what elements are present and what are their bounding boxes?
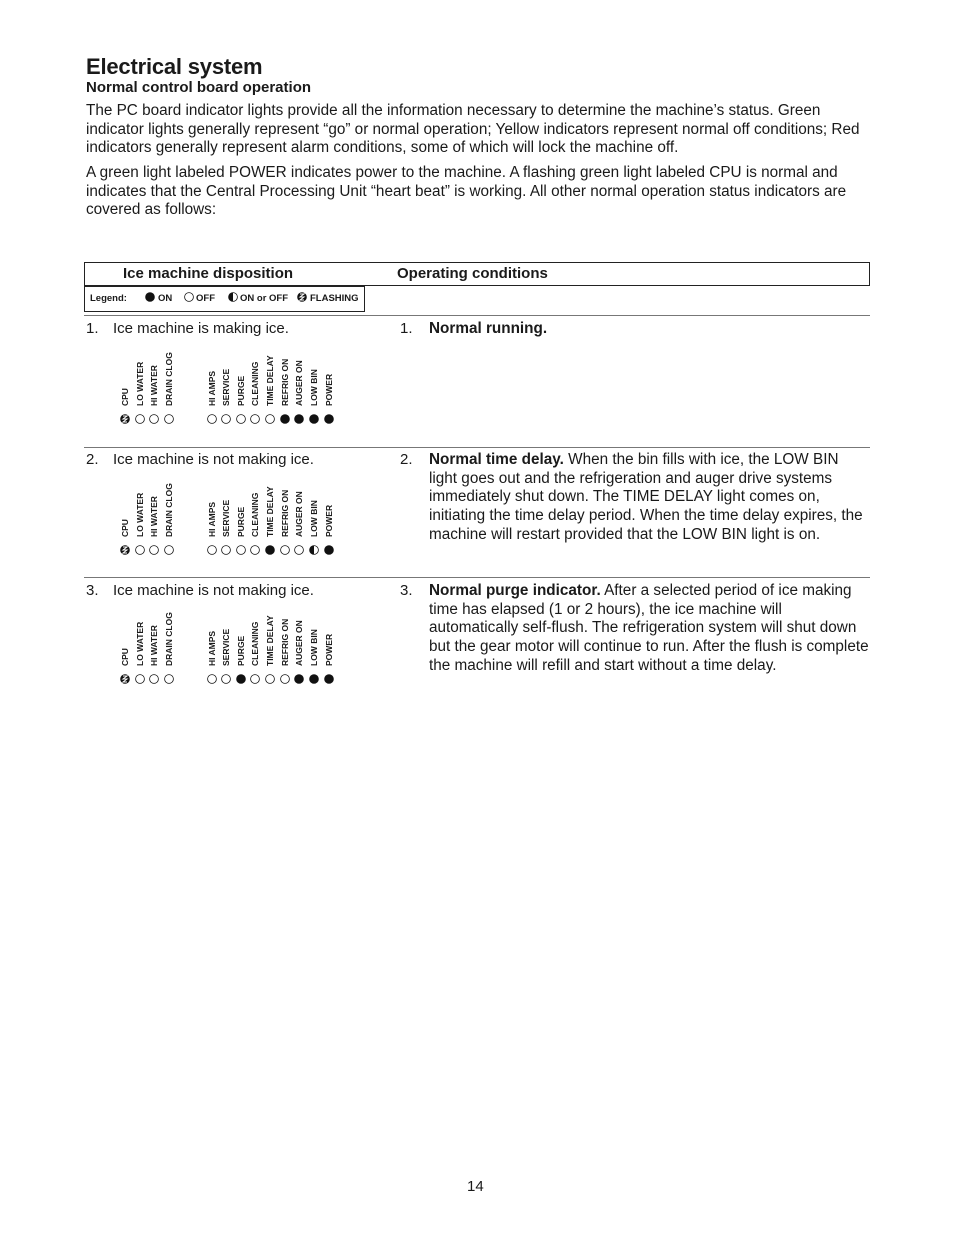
indicator-on-icon (294, 414, 304, 424)
indicator-off-icon (221, 414, 231, 424)
indicator-off-icon (236, 414, 246, 424)
indicator-off-icon (164, 674, 174, 684)
indicator-label: LO WATER (135, 361, 145, 406)
condition-number: 2. (400, 451, 413, 468)
row-divider (84, 447, 870, 448)
indicator-label: HI WATER (149, 625, 159, 666)
indicator-label: LO WATER (135, 621, 145, 666)
indicator-flashing-icon (120, 414, 130, 424)
indicator-off-icon (135, 545, 145, 555)
legend-label: Legend: (90, 293, 127, 304)
indicator-label: REFRIG ON (280, 618, 290, 666)
page-title: Electrical system (86, 54, 263, 79)
condition-text: When the bin fills with ice, the LOW BIN light goes out and the refrigeration and auger drive systems immediately shut down. The TIME DELAY light comes on, initiating the time delay period. When the time delay expires, the machine will restart provided that the LOW BIN light is on. (429, 451, 863, 543)
indicator-off-icon (265, 414, 275, 424)
indicator-off-icon (149, 674, 159, 684)
indicator-on-icon (324, 545, 334, 555)
indicator-label: CPU (120, 388, 130, 406)
indicator-label: POWER (324, 373, 334, 406)
row-disposition: Ice machine is not making ice. (113, 451, 314, 468)
condition-number: 3. (400, 582, 413, 599)
indicator-off-icon (207, 545, 217, 555)
intro-paragraph-1: The PC board indicator lights provide all the information necessary to determine the machine’s status. Green indicator lights generally represent “go” or normal operation; Yellow indicators represent normal off conditions; Red indicators generally represent alarm conditions, some of which will lock the machine off. (86, 102, 860, 157)
indicator-on-icon (236, 674, 246, 684)
indicator-on-icon (324, 674, 334, 684)
indicator-label: AUGER ON (294, 620, 304, 666)
indicator-label: PURGE (236, 635, 246, 666)
indicator-on-icon (294, 674, 304, 684)
indicator-label: LOW BIN (309, 369, 319, 406)
indicator-off-icon (221, 674, 231, 684)
indicator-label: DRAIN CLOG (164, 352, 174, 406)
indicator-off-icon (207, 414, 217, 424)
indicator-label: DRAIN CLOG (164, 483, 174, 537)
indicator-off-icon (164, 414, 174, 424)
legend-flashing-label: FLASHING (310, 293, 359, 304)
on-or-off-indicator-icon (228, 292, 238, 302)
legend-off-label: OFF (196, 293, 215, 304)
indicator-label: AUGER ON (294, 360, 304, 406)
indicator-label: CPU (120, 648, 130, 666)
indicator-flashing-icon (120, 545, 130, 555)
indicator-on-icon (309, 674, 319, 684)
indicator-on-icon (280, 414, 290, 424)
indicator-label: POWER (324, 504, 334, 537)
indicator-label: POWER (324, 633, 334, 666)
indicator-off-icon (265, 674, 275, 684)
indicator-label: PURGE (236, 506, 246, 537)
indicator-label: TIME DELAY (265, 486, 275, 537)
indicator-label: AUGER ON (294, 491, 304, 537)
section-subtitle: Normal control board operation (86, 79, 312, 96)
indicator-label: SERVICE (221, 368, 231, 406)
indicator-off-icon (250, 414, 260, 424)
legend-on-label: ON (158, 293, 173, 304)
flashing-indicator-icon (297, 292, 307, 302)
indicator-off-icon (149, 414, 159, 424)
indicator-off-icon (221, 545, 231, 555)
indicator-off-icon (250, 674, 260, 684)
indicator-on-icon (324, 414, 334, 424)
legend (84, 286, 365, 312)
indicator-label: HI AMPS (207, 370, 217, 406)
indicator-label: HI AMPS (207, 630, 217, 666)
condition-text: After a selected period of ice making time has elapsed (1 or 2 hours), the ice machine will automatically self-flush. The refrigeration system will shut down but the gear motor will continue to run. After the flush is complete the machine will refill and start without a time delay. (429, 582, 869, 674)
indicator-on-icon (265, 545, 275, 555)
condition-title: Normal running. (429, 320, 548, 337)
indicator-off-icon (135, 674, 145, 684)
indicator-off-icon (149, 545, 159, 555)
condition-description (429, 320, 869, 339)
indicator-label: CLEANING (250, 621, 260, 666)
indicator-on-icon (309, 414, 319, 424)
condition-description (429, 582, 869, 676)
indicator-label: LO WATER (135, 492, 145, 537)
legend-on-or-off-label: ON or OFF (240, 293, 289, 304)
indicator-flashing-icon (120, 674, 130, 684)
indicator-off-icon (294, 545, 304, 555)
indicator-off-icon (236, 545, 246, 555)
row-number: 2. (86, 451, 99, 468)
row-divider (84, 315, 870, 316)
indicator-off-icon (280, 674, 290, 684)
row-disposition: Ice machine is not making ice. (113, 582, 314, 599)
indicator-label: CLEANING (250, 492, 260, 537)
indicator-off-icon (164, 545, 174, 555)
off-indicator-icon (184, 292, 194, 302)
row-disposition: Ice machine is making ice. (113, 320, 289, 337)
row-divider (84, 577, 870, 578)
indicator-off-icon (207, 674, 217, 684)
indicator-label: SERVICE (221, 499, 231, 537)
indicator-label: TIME DELAY (265, 615, 275, 666)
on-indicator-icon (145, 292, 155, 302)
indicator-label: SERVICE (221, 628, 231, 666)
column-header-disposition: Ice machine disposition (123, 265, 294, 282)
indicator-label: HI WATER (149, 496, 159, 537)
indicator-label: REFRIG ON (280, 358, 290, 406)
indicator-label: TIME DELAY (265, 355, 275, 406)
indicator-off-icon (250, 545, 260, 555)
page-number: 14 (467, 1178, 484, 1195)
condition-number: 1. (400, 320, 413, 337)
indicator-label: LOW BIN (309, 500, 319, 537)
indicator-label: HI WATER (149, 365, 159, 406)
condition-title: Normal time delay. (429, 451, 564, 468)
indicator-label: CPU (120, 519, 130, 537)
condition-description (429, 451, 869, 545)
indicator-label: REFRIG ON (280, 489, 290, 537)
condition-title: Normal purge indicator. (429, 582, 601, 599)
column-header-conditions: Operating conditions (397, 265, 548, 282)
indicator-label: CLEANING (250, 361, 260, 406)
row-number: 3. (86, 582, 99, 599)
indicator-off-icon (280, 545, 290, 555)
indicator-label: DRAIN CLOG (164, 612, 174, 666)
indicator-label: HI AMPS (207, 501, 217, 537)
indicator-onoroff-icon (309, 545, 319, 555)
indicator-label: LOW BIN (309, 629, 319, 666)
intro-paragraph-2: A green light labeled POWER indicates power to the machine. A flashing green light labeled CPU is normal and indicates that the Central Processing Unit “heart beat” is working. All other normal operation status indicators are covered as follows: (86, 164, 847, 219)
row-number: 1. (86, 320, 99, 337)
indicator-label: PURGE (236, 375, 246, 406)
indicator-off-icon (135, 414, 145, 424)
